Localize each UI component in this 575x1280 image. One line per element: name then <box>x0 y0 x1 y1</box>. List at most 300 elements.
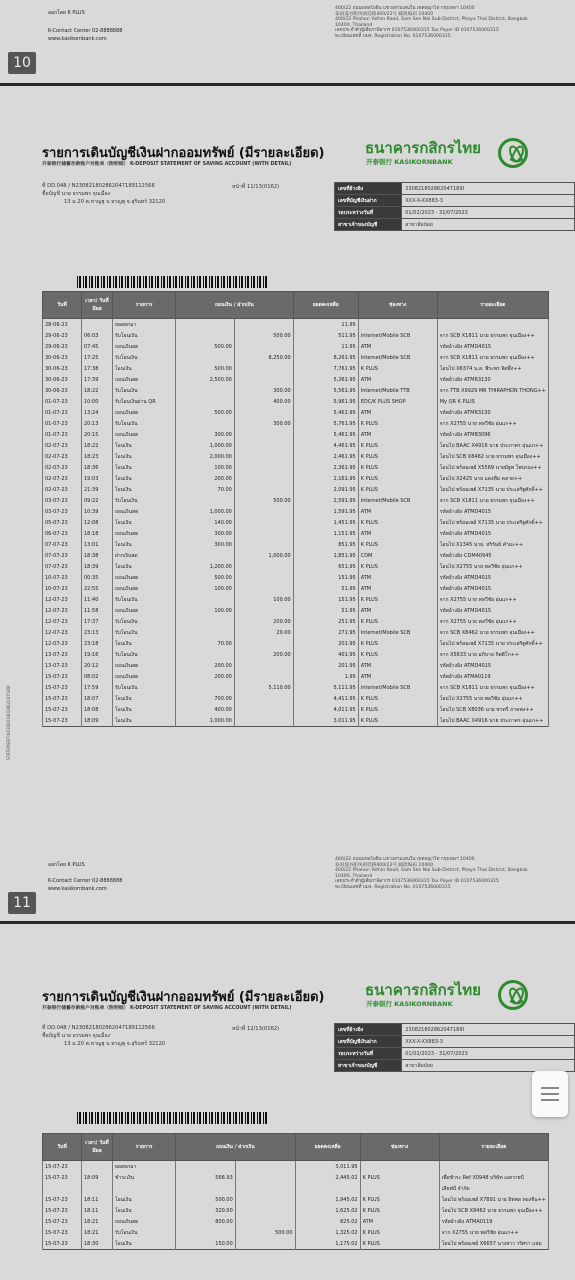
barcode <box>77 276 267 288</box>
cell-det: จาก X2755 นาย พลวีชัย อุ่นแก++ <box>437 616 548 627</box>
cell-in <box>235 1238 295 1250</box>
footer-address-block <box>335 6 535 40</box>
cell-det: โอนไป SCB X8036 นาย ชาตรี ภาคพง++ <box>437 704 548 715</box>
cell-date <box>43 1183 82 1194</box>
footer-address-th: 400/22 ถนนพหลโยธิน แขวงสามเสนใน เขตพญาไท กรุงเทพฯ 10400 <box>335 6 475 11</box>
cell-in <box>234 660 293 671</box>
cell-bal: 5,961.95 <box>293 396 358 407</box>
cell-time: 18:38 <box>82 550 113 561</box>
cell-in <box>234 539 293 550</box>
table-row <box>43 616 549 627</box>
cell-ch <box>360 1183 439 1194</box>
table-row <box>43 572 549 583</box>
cell-in <box>234 429 293 440</box>
cell-out: 700.00 <box>176 693 235 704</box>
table-row <box>43 396 549 407</box>
cell-ch: K PLUS <box>358 473 437 484</box>
cell-ch: K PLUS <box>358 363 437 374</box>
table-row <box>43 462 549 473</box>
cell-ch: K PLUS <box>358 484 437 495</box>
cell-desc: ยอดยกมา <box>113 1161 176 1173</box>
cell-bal: 151.95 <box>293 594 358 605</box>
table-row <box>43 528 549 539</box>
cell-time <box>82 1183 113 1194</box>
cell-time: 18:21 <box>82 1216 113 1227</box>
cell-out: 150.00 <box>176 1238 236 1250</box>
cell-out <box>176 319 235 331</box>
info-label: เลขที่อ้างอิง <box>335 1024 402 1036</box>
cell-ch: ATM <box>358 605 437 616</box>
cell-time: 13:01 <box>82 539 113 550</box>
cell-time: 18:11 <box>82 1205 113 1216</box>
cell-in <box>234 440 293 451</box>
cell-out: 2,500.00 <box>176 374 235 385</box>
cell-bal: 251.95 <box>293 616 358 627</box>
cell-bal: 3,011.95 <box>295 1161 360 1173</box>
cell-time: 00:35 <box>82 572 113 583</box>
cell-time: 21:39 <box>82 484 113 495</box>
table-row <box>43 429 549 440</box>
page-info: หน้าที่ 11/13(0162) <box>232 184 280 190</box>
cell-desc: ถอนเงินสด <box>113 429 176 440</box>
cell-det: จาก SCB X1811 นาย ธรรมพร จุนเมือง++ <box>437 330 548 341</box>
table-row <box>43 1194 549 1205</box>
kbank-logo-icon <box>498 980 528 1010</box>
cell-ch: K PLUS <box>360 1227 439 1238</box>
cell-det: โอนไป BAAC X4916 นาย ประภาคร อุ่นแก++ <box>437 715 548 727</box>
cell-date: 01-07-23 <box>43 407 82 418</box>
cell-out <box>176 352 235 363</box>
cell-out: 300.00 <box>176 528 235 539</box>
cell-time: 11:58 <box>82 605 113 616</box>
cell-in <box>234 704 293 715</box>
info-value: 01/02/2023 - 31/07/2023 <box>402 207 575 219</box>
cell-date: 07-07-23 <box>43 539 82 550</box>
table-row <box>43 550 549 561</box>
info-value: สาขาส้มป่อย <box>402 1060 575 1072</box>
footer-registration: ทะเบียนเลขที่ บมจ. Registration No. 0107536000315 <box>335 33 451 39</box>
cell-time: 22:55 <box>82 583 113 594</box>
cell-time: 18:07 <box>82 693 113 704</box>
footer-address-th: 400/22 ถนนพหลโยธิน แขวงสามเสนใน เขตพญาไท กรุงเทพฯ 10400 <box>335 857 475 862</box>
cell-in <box>234 671 293 682</box>
cell-det: โอนไป พร้อมเพย์ X7891 นาย อิทพล ทองจีน++ <box>439 1194 548 1205</box>
cell-desc: โอนเงิน <box>113 1238 176 1250</box>
transaction-table <box>42 1133 549 1250</box>
cell-ch: ATM <box>358 374 437 385</box>
col-desc: รายการ <box>113 292 176 319</box>
cell-ch: K PLUS <box>360 1172 439 1183</box>
cell-desc: โอนเงิน <box>113 451 176 462</box>
side-reference-text: STATEMENT-N230821802862047189I <box>6 685 11 760</box>
cell-time: 20:13 <box>82 418 113 429</box>
cell-out: 400.00 <box>176 704 235 715</box>
cell-bal: 1,175.02 <box>295 1238 360 1250</box>
table-row <box>43 341 549 352</box>
table-row <box>43 682 549 693</box>
cell-ch: Internet/Mobile SCB <box>358 330 437 341</box>
cell-in: 500.00 <box>234 495 293 506</box>
cell-out: 500.00 <box>176 1194 236 1205</box>
cell-out <box>176 1161 236 1173</box>
cell-ch: K PLUS <box>358 451 437 462</box>
cell-in <box>234 451 293 462</box>
cell-time <box>82 1161 113 1173</box>
footer-address-cn: 泰国曼谷帕凤裕廷路400/22号 邮政编码 10400 <box>335 862 434 868</box>
cell-desc <box>113 1183 176 1194</box>
cell-out <box>176 616 235 627</box>
cell-time: 18:11 <box>82 1194 113 1205</box>
cell-det: โอนไป พร้อมเพย์ X7135 นาย ประเสริฐศักดิ์++ <box>437 638 548 649</box>
cell-date: 30-06-23 <box>43 385 82 396</box>
footer-taxid: เลขประจำตัวผู้เสียภาษีอากร 0107536000315 Tax Payer ID 0107536000315 <box>335 28 499 34</box>
cell-out <box>176 649 235 660</box>
cell-in: 1,000.00 <box>234 550 293 561</box>
cell-time: 17:38 <box>82 363 113 374</box>
table-row <box>43 627 549 638</box>
cell-out <box>176 385 235 396</box>
cell-ch: ATM <box>358 407 437 418</box>
cell-time: 18:22 <box>82 385 113 396</box>
cell-time: 09:22 <box>82 495 113 506</box>
table-row <box>43 1205 549 1216</box>
table-row <box>43 473 549 484</box>
cell-out: 800.00 <box>176 1216 236 1227</box>
cell-time: 18:09 <box>82 715 113 727</box>
cell-bal: 5,761.95 <box>293 418 358 429</box>
cell-date: 02-07-23 <box>43 484 82 495</box>
cell-desc: รับโอนเงิน <box>113 352 176 363</box>
cell-bal: 4,461.95 <box>293 440 358 451</box>
page-10-footer <box>0 0 575 83</box>
cell-in <box>234 572 293 583</box>
cell-ch: ATM <box>358 671 437 682</box>
cell-bal: 2,461.95 <box>293 451 358 462</box>
cell-out: 1,200.00 <box>176 561 235 572</box>
info-label: รอบระหว่างวันที่ <box>335 1048 402 1060</box>
col-amount: ถอนเงิน / ฝากเงิน <box>176 1134 296 1161</box>
cell-det: โอนไป X1345 นาย. หริรัมย์ คำมะ++ <box>437 539 548 550</box>
cell-bal: 1,851.95 <box>293 550 358 561</box>
statement-title: รายการเดินบัญชีเงินฝากออมทรัพย์ (มีรายละเอียด) <box>42 146 325 161</box>
table-row <box>43 418 549 429</box>
cell-in: 500.00 <box>234 330 293 341</box>
cell-ch: ATM <box>358 583 437 594</box>
cell-desc: ถอนเงินสด <box>113 407 176 418</box>
cell-det: โอนไป SCB X8462 นาย ธรรมพร จุนเมือง++ <box>437 451 548 462</box>
cell-date: 30-06-23 <box>43 352 82 363</box>
table-row <box>43 561 549 572</box>
cell-time <box>82 319 113 331</box>
cell-time: 08:02 <box>82 671 113 682</box>
table-row <box>43 407 549 418</box>
cell-time: 10:39 <box>82 506 113 517</box>
cell-ch: ATM <box>358 341 437 352</box>
cell-out <box>176 550 235 561</box>
menu-icon <box>541 1099 559 1101</box>
col-detail: รายละเอียด <box>439 1134 548 1161</box>
cell-out: 500.00 <box>176 363 235 374</box>
info-value: 230821802862047189I <box>402 183 575 195</box>
cell-bal: 1,451.95 <box>293 517 358 528</box>
account-name-line: ชื่อบัญชี นาย ธรรมพร จุนเมือง <box>42 1033 111 1039</box>
kbank-logo-icon <box>498 138 528 168</box>
col-desc: รายการ <box>113 1134 176 1161</box>
cell-bal <box>295 1183 360 1194</box>
cell-time: 18:23 <box>82 451 113 462</box>
cell-date: 01-07-23 <box>43 396 82 407</box>
cell-desc: ถอนเงินสด <box>113 1216 176 1227</box>
col-channel: ช่องทาง <box>358 292 437 319</box>
cell-in <box>234 638 293 649</box>
cell-det: รหัสอ้างอิง ATMD4015 <box>437 583 548 594</box>
cell-det: จาก X2755 นาย พลวีชัย อุ่นแก++ <box>437 418 548 429</box>
cell-desc: รับโอนเงิน <box>113 385 176 396</box>
table-row <box>43 517 549 528</box>
cell-time: 18:36 <box>82 462 113 473</box>
cell-out: 1,000.00 <box>176 506 235 517</box>
cell-desc: ถอนเงินสด <box>113 506 176 517</box>
cell-in: 100.00 <box>234 594 293 605</box>
cell-in <box>234 484 293 495</box>
cell-in <box>235 1161 295 1173</box>
cell-in <box>234 561 293 572</box>
cell-time: 17:59 <box>82 682 113 693</box>
cell-time: 17:39 <box>82 374 113 385</box>
info-label: เลขที่บัญชีเงินฝาก <box>335 195 402 207</box>
info-label: เลขที่อ้างอิง <box>335 183 402 195</box>
cell-det: โอนไป พร้อมเพย์ X5569 นายปัฐพ โพนรอง++ <box>437 462 548 473</box>
cell-date: 15-07-23 <box>43 1205 82 1216</box>
cell-out: 300.00 <box>176 539 235 550</box>
cell-date: 05-07-23 <box>43 517 82 528</box>
col-date: วันที่ <box>43 292 82 319</box>
cell-desc: รับโอนเงิน <box>113 1227 176 1238</box>
cell-det: โอนไป X6374 น.ส. พีระพร จิตพึ่ง++ <box>437 363 548 374</box>
footer-taxid: เลขประจำตัวผู้เสียภาษีอากร 0107536000315 Tax Payer ID 0107536000315 <box>335 879 499 885</box>
cell-in: 200.00 <box>234 649 293 660</box>
cell-date: 29-06-23 <box>43 330 82 341</box>
table-row <box>43 506 549 517</box>
cell-date: 03-07-23 <box>43 506 82 517</box>
cell-date: 29-06-23 <box>43 341 82 352</box>
table-row <box>43 583 549 594</box>
cell-bal: 11.95 <box>293 319 358 331</box>
cell-bal: 7,761.95 <box>293 363 358 374</box>
cell-ch: K PLUS <box>360 1238 439 1250</box>
info-value: XXX-X-XX883-3 <box>402 1036 575 1048</box>
cell-out <box>176 1183 236 1194</box>
cell-in <box>234 693 293 704</box>
cell-date: 07-07-23 <box>43 550 82 561</box>
footer-website: www.kasikornbank.com <box>48 886 107 892</box>
cell-det: จาก SCB X8462 นาย ธรรมพร จุนเมือง++ <box>437 627 548 638</box>
statement-page-12 <box>0 924 575 1280</box>
footer-issuer: ออกโดย K PLUS <box>48 862 85 868</box>
cell-bal: 2,591.95 <box>293 495 358 506</box>
info-label: รอบระหว่างวันที่ <box>335 207 402 219</box>
cell-in <box>234 462 293 473</box>
cell-bal: 51.95 <box>293 583 358 594</box>
cell-time: 12:08 <box>82 517 113 528</box>
cell-in: 200.00 <box>234 616 293 627</box>
cell-bal: 4,411.95 <box>293 693 358 704</box>
cell-out: 100.00 <box>176 583 235 594</box>
cell-desc: โอนเงิน <box>113 704 176 715</box>
cell-bal: 201.95 <box>293 660 358 671</box>
cell-date: 01-07-23 <box>43 418 82 429</box>
cell-in: 8,250.00 <box>234 352 293 363</box>
cell-det: รหัสอ้างอิง ATMR3130 <box>437 374 548 385</box>
cell-bal: 851.95 <box>293 539 358 550</box>
cell-time: 19:16 <box>82 649 113 660</box>
cell-date: 13-07-23 <box>43 649 82 660</box>
cell-date: 02-07-23 <box>43 451 82 462</box>
cell-date: 15-07-23 <box>43 1227 82 1238</box>
cell-in <box>234 319 293 331</box>
cell-desc: ถอนเงินสด <box>113 671 176 682</box>
cell-det: รหัสอ้างอิง ATMD4015 <box>437 506 548 517</box>
cell-time: 10:00 <box>82 396 113 407</box>
cell-det: รหัสอ้างอิง ATMD4015 <box>437 528 548 539</box>
cell-date: 12-07-23 <box>43 627 82 638</box>
bank-name-english: 开泰银行 KASIKORNBANK <box>366 1000 453 1008</box>
cell-ch: ATM <box>358 572 437 583</box>
table-row <box>43 1216 549 1227</box>
cell-in: 400.00 <box>234 396 293 407</box>
cell-date: 12-07-23 <box>43 638 82 649</box>
cell-desc: ถอนเงินสด <box>113 341 176 352</box>
cell-ch: K PLUS <box>358 715 437 727</box>
menu-icon <box>541 1087 559 1089</box>
cell-out: 566.93 <box>176 1172 236 1183</box>
cell-bal: 271.95 <box>293 627 358 638</box>
cell-desc: โอนเงิน <box>113 473 176 484</box>
cell-ch: K PLUS <box>358 539 437 550</box>
cell-ch: Internet/Mobile SCB <box>358 627 437 638</box>
cell-det <box>437 319 548 331</box>
transaction-table <box>42 291 549 727</box>
cell-date: 30-06-23 <box>43 363 82 374</box>
table-row <box>43 660 549 671</box>
footer-contact: K-Contact Center 02-8888888 <box>48 878 123 884</box>
statement-subtitle: 开泰银行储蓄存款账户对账单（附明细） K-DEPOSIT STATEMENT OF SAVING ACCOUNT (WITH DETAIL) <box>42 1006 292 1011</box>
footer-website: www.kasikornbank.com <box>48 36 107 42</box>
cell-in: 300.00 <box>234 385 293 396</box>
col-amount: ถอนเงิน / ฝากเงิน <box>176 292 294 319</box>
cell-bal: 3,011.95 <box>293 715 358 727</box>
info-label: สาขาเจ้าของบัญชี <box>335 1060 402 1072</box>
cell-out: 200.00 <box>176 660 235 671</box>
cell-date: 10-07-23 <box>43 572 82 583</box>
cell-desc: ฝากเงินสด <box>113 550 176 561</box>
cell-out <box>176 330 235 341</box>
cell-date: 28-06-23 <box>43 319 82 331</box>
cell-bal: 1,325.02 <box>295 1227 360 1238</box>
cell-in <box>234 407 293 418</box>
cell-ch: ATM <box>358 528 437 539</box>
cell-time: 18:21 <box>82 1227 113 1238</box>
cell-ch: K PLUS <box>358 462 437 473</box>
cell-out: 70.00 <box>176 638 235 649</box>
cell-in <box>235 1183 295 1194</box>
cell-ch: K PLUS <box>358 693 437 704</box>
info-label: สาขาเจ้าของบัญชี <box>335 219 402 231</box>
account-holder-block <box>42 182 165 206</box>
cell-desc: โอนเงิน <box>113 462 176 473</box>
cell-desc: รับโอนเงิน <box>113 649 176 660</box>
floating-menu-button[interactable] <box>532 1071 568 1117</box>
cell-date: 03-07-23 <box>43 495 82 506</box>
cell-out: 1,000.00 <box>176 715 235 727</box>
cell-desc: โอนเงิน <box>113 539 176 550</box>
cell-desc: ถอนเงินสด <box>113 528 176 539</box>
cell-desc: โอนเงิน <box>113 1205 176 1216</box>
table-row <box>43 374 549 385</box>
cell-in <box>234 374 293 385</box>
table-row <box>43 693 549 704</box>
cell-ch: K PLUS <box>358 704 437 715</box>
cell-in <box>235 1205 295 1216</box>
cell-date: 15-07-23 <box>43 1172 82 1183</box>
cell-desc: โอนเงิน <box>113 484 176 495</box>
table-row <box>43 715 549 727</box>
info-value: XXX-X-XX883-3 <box>402 195 575 207</box>
cell-out: 1,000.00 <box>176 440 235 451</box>
page-number-badge: 10 <box>8 52 36 74</box>
cell-time: 18:18 <box>82 528 113 539</box>
cell-det: รหัสอ้างอิง ATMA0119 <box>437 671 548 682</box>
cell-ch: K PLUS <box>358 638 437 649</box>
cell-time: 07:45 <box>82 341 113 352</box>
info-value: 230821802862047189I <box>402 1024 575 1036</box>
page-number-badge: 11 <box>8 892 36 914</box>
cell-time: 20:12 <box>82 660 113 671</box>
table-row <box>43 671 549 682</box>
cell-det: โอนไป พร้อมเพย์ X6657 นางสาว วริศรา แจ่ม <box>439 1238 548 1250</box>
cell-out: 70.00 <box>176 484 235 495</box>
cell-det: รหัสอ้างอิง ATMD4015 <box>437 605 548 616</box>
cell-det: My QR K PLUS <box>437 396 548 407</box>
table-row <box>43 451 549 462</box>
cell-bal: 5,261.95 <box>293 374 358 385</box>
cell-det: โอนไป BAAC X4916 นาย ประภาคร อุ่นแก++ <box>437 440 548 451</box>
cell-bal: 11.95 <box>293 341 358 352</box>
cell-ch: K PLUS <box>358 440 437 451</box>
col-channel: ช่องทาง <box>360 1134 439 1161</box>
cell-date: 15-07-23 <box>43 715 82 727</box>
footer-contact: K-Contact Center 02-8888888 <box>48 28 123 34</box>
bank-name-english: 开泰银行 KASIKORNBANK <box>366 158 453 166</box>
cell-desc: โอนเงิน <box>113 715 176 727</box>
cell-date: 12-07-23 <box>43 594 82 605</box>
cell-desc: โอนเงิน <box>113 693 176 704</box>
cell-out <box>176 1227 236 1238</box>
info-value: 01/02/2023 - 31/07/2023 <box>402 1048 575 1060</box>
account-name-line: ชื่อบัญชี นาย ธรรมพร จุนเมือง <box>42 191 111 197</box>
cell-desc: โอนเงิน <box>113 517 176 528</box>
cell-det: รหัสอ้างอิง ATMD4015 <box>437 341 548 352</box>
cell-bal: 5,561.95 <box>293 385 358 396</box>
cell-time: 18:39 <box>82 561 113 572</box>
address-line: 13 ม.20 ต.หาญฮุ บ.หาญฮุ จ.สุรินทร์ 32120 <box>64 1041 166 1047</box>
statement-page-11 <box>0 86 575 921</box>
cell-out: 2,000.00 <box>176 451 235 462</box>
info-label: เลขที่บัญชีเงินฝาก <box>335 1036 402 1048</box>
cell-out: 320.00 <box>176 1205 236 1216</box>
account-holder-block <box>42 1024 165 1048</box>
cell-desc: รับโอนเงิน <box>113 682 176 693</box>
